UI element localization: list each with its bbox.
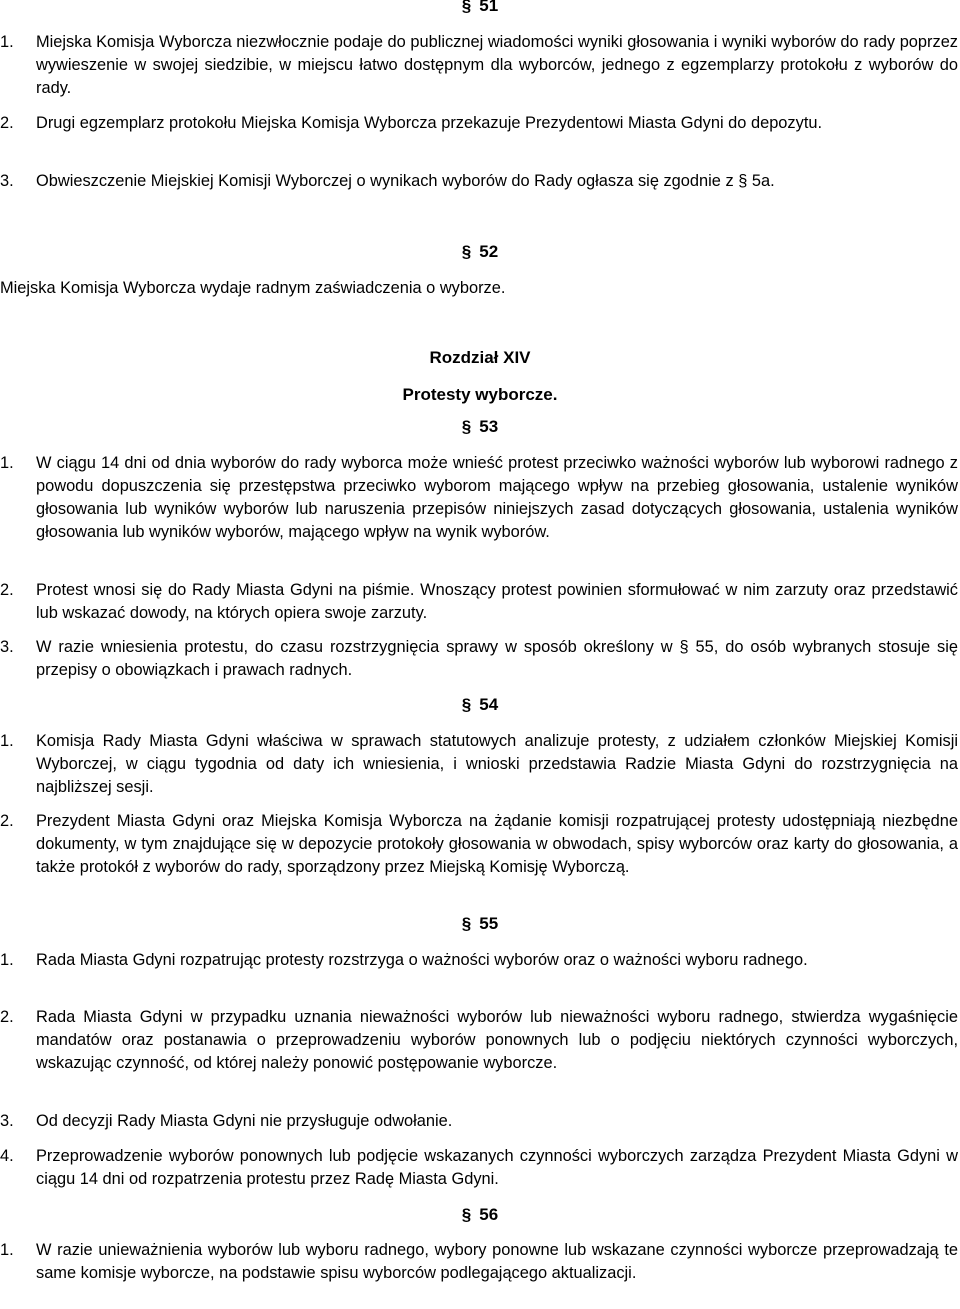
item-number: 1. [0, 454, 14, 472]
item-text: Protest wnosi się do Rady Miasta Gdyni na piśmie. Wnoszący protest powinien sformułować w nim zarzuty oraz przedstawić lub wskazać dowody, na których opiera swoje zarzuty. [36, 581, 958, 622]
section-sign: § [461, 0, 472, 15]
item-number: 2. [0, 1008, 14, 1026]
item-text: W razie wniesienia protestu, do czasu rozstrzygnięcia sprawy w sposób określony w § 55, do osób wybranych stosuje się przepisy o obowiązkach i prawach radnych. [36, 638, 958, 679]
section-sign: § [461, 695, 472, 714]
section-heading-56 [0, 1203, 960, 1226]
item-number: 1. [0, 1241, 14, 1259]
list-item [0, 112, 958, 135]
section-heading-53 [0, 415, 960, 438]
item-number: 2. [0, 581, 14, 599]
item-text: Prezydent Miasta Gdyni oraz Miejska Komisja Wyborcza na żądanie komisji rozpatrującej protesty udostępniają niezbędne dokumenty, w tym znajdujące się w depozycie protokoły głosowania w obwodach, spisy wyborców oraz karty do głosowania, a także protokół z wyborów do rady, sporządzony przez Miejską Komisję Wyborczą. [36, 812, 958, 876]
section-heading-51 [0, 0, 960, 17]
item-text: Rada Miasta Gdyni rozpatrując protesty rozstrzyga o ważności wyborów oraz o ważności wyboru radnego. [36, 951, 808, 969]
item-text: W ciągu 14 dni od dnia wyborów do rady wyborca może wnieść protest przeciwko ważności wyborów lub wyborowi radnego z powodu dopuszczenia się przestępstwa przeciwko wyborom mającego wpływ na przebieg głosowania, ustalenie wyników głosowania lub wyników wyborów lub naruszenia przepisów niniejszych zasad dotyczących głosowania, ustalenia wyników głosowania lub wyników wyborów, mającego wpływ na wynik wyborów. [36, 454, 958, 541]
section-sign: § [461, 1205, 472, 1224]
section-heading-52 [0, 240, 960, 263]
section-number: 53 [479, 417, 499, 436]
list-item [0, 31, 958, 100]
section-number: 54 [479, 695, 499, 714]
list-item [0, 579, 958, 625]
item-number: 1. [0, 732, 14, 750]
list-item [0, 452, 958, 544]
item-text: Od decyzji Rady Miasta Gdyni nie przysługuje odwołanie. [36, 1112, 453, 1130]
item-text: Obwieszczenie Miejskiej Komisji Wyborczej o wynikach wyborów do Rady ogłasza się zgodnie z § 5a. [36, 172, 775, 190]
section-number: 51 [479, 0, 499, 15]
item-number: 4. [0, 1147, 14, 1165]
list-item [0, 1006, 958, 1075]
section-sign: § [461, 417, 472, 436]
list-item [0, 810, 958, 879]
section-sign: § [461, 242, 472, 261]
list-item [0, 949, 958, 972]
paragraph: Miejska Komisja Wyborcza wydaje radnym zaświadczenia o wyborze. [0, 279, 506, 297]
item-number: 2. [0, 812, 14, 830]
item-text: Miejska Komisja Wyborcza niezwłocznie podaje do publicznej wiadomości wyniki głosowania i wyniki wyborów do rady poprzez wywieszenie w swojej siedzibie, w miejscu łatwo dostępnym dla wyborców, jednego z egzemplarzy protokołu z wyborów do rady. [36, 33, 958, 97]
item-number: 1. [0, 33, 14, 51]
item-number: 3. [0, 1112, 14, 1130]
item-number: 2. [0, 114, 14, 132]
item-number: 3. [0, 172, 14, 190]
list-item [0, 1239, 958, 1285]
item-number: 3. [0, 638, 14, 656]
list-item [0, 730, 958, 799]
item-text: Przeprowadzenie wyborów ponownych lub podjęcie wskazanych czynności wyborczych zarządza Prezydent Miasta Gdyni w ciągu 14 dni od rozpatrzenia protestu przez Radę Miasta Gdyni. [36, 1147, 958, 1188]
item-number: 1. [0, 951, 14, 969]
list-item [0, 1110, 958, 1133]
section-number: 55 [479, 914, 499, 933]
list-item [0, 1145, 958, 1191]
list-item [0, 170, 958, 193]
item-text: Drugi egzemplarz protokołu Miejska Komisja Wyborcza przekazuje Prezydentowi Miasta Gdyni do depozytu. [36, 114, 823, 132]
item-text: Komisja Rady Miasta Gdyni właściwa w sprawach statutowych analizuje protesty, z udziałem członków Miejskiej Komisji Wyborczej, w ciągu tygodnia od daty ich wniesienia, i wnioski przedstawia Radzie Miasta Gdyni do rozstrzygnięcia na najbliższej sesji. [36, 732, 958, 796]
section-heading-54 [0, 693, 960, 716]
section-number: 52 [479, 242, 499, 261]
item-text: Rada Miasta Gdyni w przypadku uznania nieważności wyborów lub nieważności wyboru radnego, stwierdza wygaśnięcie mandatów oraz postanawia o przeprowadzeniu wyborów ponownych lub o podjęciu niektórych czynności wyborczych, wskazując czynność, od której należy ponowić postępowanie wyborcze. [36, 1008, 958, 1072]
section-sign: § [461, 914, 472, 933]
section-heading-55 [0, 912, 960, 935]
item-text: W razie unieważnienia wyborów lub wyboru radnego, wybory ponowne lub wskazane czynności wyborcze przeprowadzają te same komisje wyborcze, na podstawie spisu wyborców podlegającego aktualizacji. [36, 1241, 958, 1282]
chapter-title: Protesty wyborcze. [402, 385, 558, 404]
section-number: 56 [479, 1205, 499, 1224]
list-item [0, 636, 958, 682]
chapter-label: Rozdział XIV [429, 348, 531, 367]
